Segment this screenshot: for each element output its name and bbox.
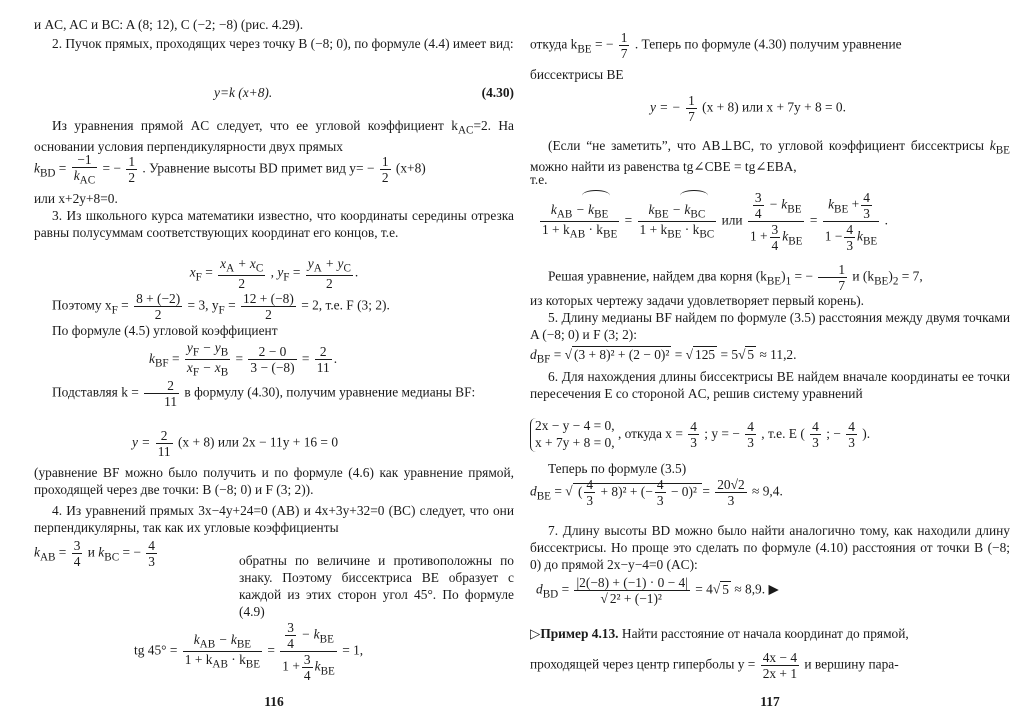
example-4-13-line-2: проходящей через центр гиперболы y = $\frac{4x - 4}{2x + 1}$ и вершину пара- [530, 650, 899, 681]
roots-line: Решая уравнение, найдем два корня $(k_{BE})_1$ = − $\frac{1}{7}$ и $(k_{BE})_2 = 7$, [548, 262, 923, 293]
tangent-formula: tg 45° = $\frac{k_{AB} - k_{BE}}{1 + k_{AB} \cdot k_{BE}}$ = $\frac{3}{4}$ − $k_{BE}$ 1 + $\frac{3}{4}$ $k_{BE}$ = 1, [134, 620, 364, 683]
paragraph-2: 2. Пучок прямых, проходящих через точку B (−8; 0), по формуле (4.4) имеет вид: [52, 36, 514, 51]
right-line-2: биссектрисы BE [530, 67, 624, 82]
slope-bd-line: $k_{BD}$ = $\frac{-1}{k_{AC}}$ = − $\frac{1}{2}$ . Уравнение высоты BD примет вид y= − $\frac{1}{2}$ (x+8) [34, 152, 426, 187]
paragraph-3: Из уравнения прямой AC следует, что ее угловой коэффициент $k_{AC}=2$. На основании условия перпендикулярности двух прямых [34, 118, 514, 154]
system-of-equations: 2x − y − 4 = 0, x + 7y + 8 = 0, , откуда x = $\frac{4}{3}$ ; y = − $\frac{4}{3}$ , т.е. E ( $\frac{4}{3}$ ; − $\frac{4}{3}$ ). [530, 418, 1010, 452]
midpoint-values: Поэтому $x_F$ = $\frac{8 + (-2)}{2}$ = 3, $y_F$ = $\frac{12 + (-8)}{2}$ = 2, т.е. F (3; 2). [52, 291, 390, 322]
right-line-1: откуда $k_{BE}$ = − $\frac{1}{7}$ . Теперь по формуле (4.30) получим уравнение [530, 30, 902, 61]
page-number-left: 116 [264, 694, 284, 709]
roots-line-2: из которых чертежу задачи удовлетворяет первый корень). [530, 293, 865, 308]
arc-mark-1 [582, 190, 610, 201]
example-4-13-heading: ▷Пример 4.13. Найти расстояние от начала координат до прямой, [530, 626, 909, 641]
bisector-equation: y = − $\frac{1}{7}$ (x + 8) или x + 7y + 8 = 0. [650, 93, 846, 124]
paragraph-4: 3. Из школьного курса математики известно, что координаты середины отрезка равны полусуммам соответствующих координат его концов, т.е. [34, 208, 514, 241]
paragraph-8: 4. Из уравнений прямых 3x−4y+24=0 (AB) и 4x+3y+32=0 (BC) следует, что они перпендикулярны, так как их угловые коэффициенты [34, 503, 514, 536]
slope-bf-formula: $k_{BF}$ = $\frac{y_F - y_B}{x_F - x_B}$ = $\frac{2 - 0}{3 - (-8)}$ = $\frac{2}{11}$ . [149, 340, 338, 379]
end-of-solution-mark: ▶ [768, 581, 779, 597]
median-length-formula: $d_{BF}$ = √ (3 + 8)² + (2 − 0)² = √ 125 = 5√ 5 ≈ 11,2. [530, 347, 797, 366]
right-paragraph-7: 7. Длину высоты BD можно было найти аналогично тому, как находили длину биссектрисы. Но проще это сделать по формуле (4.10) расстояния от точки B (−8; 0) до прямой 2x−y−4=0 (AC): [530, 523, 1010, 573]
midpoint-formula: $x_F$ = $\frac{x_A + x_C}{2}$ , $y_F$ = $\frac{y_A + y_C}{2}$ . [189, 256, 359, 292]
paragraph-6: Подставляя k = $\frac{2}{11}$ в формулу (4.30), получим уравнение медианы BF: [52, 378, 476, 409]
right-page [530, 0, 1010, 724]
tangent-equality-equation: $\frac{k_{AB} - k_{BE}}{1 + k_{AB} \cdot k_{BE}}$ = $\frac{k_{BE} - k_{BC}}{1 + k_{BE} \cdot k_{BC}}$ или $\frac{3}{4}$ − $k_{BE}$ 1 + $\frac{3}{4}$ $k_{BE}$ = $k_{BE}$ + $\frac{4}{3}$ 1 − $\frac{4}{3}$ $k_{BE}$ . [542, 190, 888, 253]
right-line-te: т.е. [530, 172, 548, 187]
slopes-ab-bc-line: $k_{AB}$ = $\frac{3}{4}$ и $k_{BC}$ = − $\frac{4}{3}$ [34, 538, 155, 569]
right-paragraph-5: 5. Длину медианы BF найдем по формуле (3.5) расстояния между двумя точками A (−8; 0) и F (3; 2): [530, 310, 1010, 343]
altitude-length-formula: $d_{BD}$ = $\frac{|2(-8) + (-1) \cdot 0 - 4|}{\text{√ 2² + (−1)²}}$ = 4√ 5 ≈ 8,9. ▶ [536, 575, 779, 606]
page-number-right: 117 [760, 694, 780, 709]
paragraph-5: По формуле (4.5) угловой коэффициент [52, 323, 278, 338]
right-paragraph-6: 6. Для нахождения длины биссектрисы BE найдем вначале координаты ее точки пересечения E со стороной AC, решив систему уравнений [530, 369, 1010, 402]
equation-430-number: (4.30) [481, 85, 514, 100]
median-bf-equation: y = $\frac{2}{11}$ (x + 8) или 2x − 11y + 16 = 0 [132, 428, 339, 459]
paragraph-7: (уравнение BF можно было получить и по формуле (4.6) как уравнение прямой, проходящей через две точки: B (−8; 0) и F (3; 2)). [34, 465, 514, 498]
system-brace: 2x − y − 4 = 0, x + 7y + 8 = 0, [530, 418, 615, 452]
equation-430-text: y=k (x+8). [214, 85, 273, 100]
right-line-now: Теперь по формуле (3.5) [548, 461, 687, 476]
arc-mark-2 [680, 190, 708, 201]
left-page [34, 0, 514, 724]
bd-equation-line: или x+2y+8=0. [34, 191, 118, 206]
bisector-length-formula: $d_{BE}$ = √ ( $\frac{4}{3}$ + 8)² + (− $\frac{4}{3}$ − 0)² = $\frac{20√2}{3}$ ≈ 9,4. [530, 477, 783, 508]
line-1: и AC, AC и BC: A (8; 12), C (−2; −8) (рис. 4.29). [34, 17, 304, 32]
right-paragraph-3: (Если “не заметить”, что AB⊥BC, то угловой коэффициент биссектрисы $k_{BE}$ можно найти из равенства tg∠CBE = tg∠EBA, [530, 138, 1010, 174]
paragraph-8-tail: обратны по величине и противоположны по знаку. Поэтому биссектриса BE образует с каждой из этих сторон угол 45°. По формуле (4.9) [239, 553, 514, 620]
